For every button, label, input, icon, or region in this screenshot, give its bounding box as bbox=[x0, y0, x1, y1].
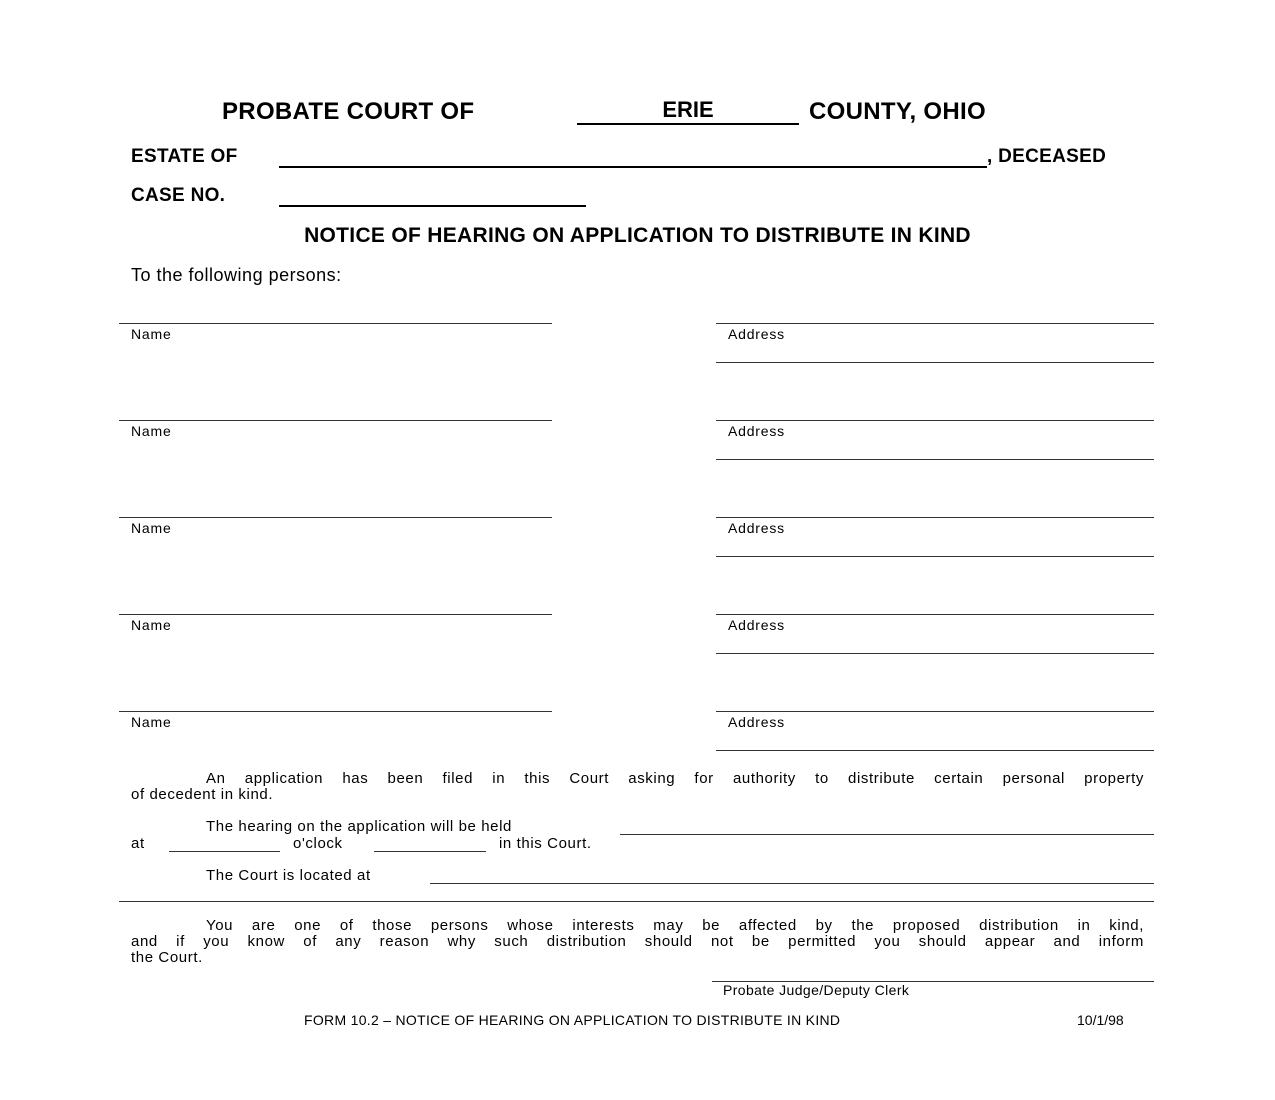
hearing-court-text: in this Court. bbox=[499, 835, 592, 852]
address-label: Address bbox=[728, 714, 785, 730]
address-line[interactable] bbox=[716, 711, 1154, 712]
interest-paragraph-line2: and if you know of any reason why such distribution should not be permitted you should appear and inform bbox=[131, 933, 1144, 950]
deceased-label: , DECEASED bbox=[987, 146, 1107, 167]
estate-field[interactable] bbox=[279, 146, 987, 168]
name-label: Name bbox=[131, 520, 172, 536]
address-line[interactable] bbox=[716, 614, 1154, 615]
court-title-prefix: PROBATE COURT OF bbox=[222, 98, 475, 125]
court-location-text: The Court is located at bbox=[206, 867, 371, 884]
name-line[interactable] bbox=[119, 517, 552, 518]
hearing-at-text: at bbox=[131, 835, 145, 852]
case-number-field[interactable] bbox=[279, 185, 586, 207]
hearing-hour-line[interactable] bbox=[169, 851, 280, 852]
address-label: Address bbox=[728, 617, 785, 633]
court-title-suffix: COUNTY, OHIO bbox=[809, 98, 986, 125]
address-line[interactable] bbox=[716, 517, 1154, 518]
name-label: Name bbox=[131, 326, 172, 342]
section-divider bbox=[119, 901, 1154, 902]
address-line-2[interactable] bbox=[716, 653, 1154, 654]
address-line[interactable] bbox=[716, 323, 1154, 324]
court-location-line[interactable] bbox=[430, 883, 1154, 884]
address-label: Address bbox=[728, 423, 785, 439]
address-label: Address bbox=[728, 520, 785, 536]
case-number-label: CASE NO. bbox=[131, 185, 226, 206]
county-value: ERIE bbox=[662, 97, 714, 122]
address-line-2[interactable] bbox=[716, 750, 1154, 751]
name-label: Name bbox=[131, 617, 172, 633]
application-paragraph-line2: of decedent in kind. bbox=[131, 786, 274, 803]
interest-paragraph-line3: the Court. bbox=[131, 949, 203, 966]
address-label: Address bbox=[728, 326, 785, 342]
address-line-2[interactable] bbox=[716, 362, 1154, 363]
interest-paragraph-line1: You are one of those persons whose interests may be affected by the proposed distribution in kind, bbox=[206, 917, 1144, 934]
hearing-date-line[interactable] bbox=[620, 834, 1154, 835]
name-label: Name bbox=[131, 423, 172, 439]
form-identifier: FORM 10.2 – NOTICE OF HEARING ON APPLICATION TO DISTRIBUTE IN KIND bbox=[304, 1012, 841, 1028]
name-line[interactable] bbox=[119, 420, 552, 421]
name-line[interactable] bbox=[119, 711, 552, 712]
hearing-held-text: The hearing on the application will be held bbox=[206, 818, 512, 835]
address-line-2[interactable] bbox=[716, 556, 1154, 557]
name-line[interactable] bbox=[119, 614, 552, 615]
hearing-ampm-line[interactable] bbox=[374, 851, 486, 852]
estate-label: ESTATE OF bbox=[131, 146, 238, 167]
form-title: NOTICE OF HEARING ON APPLICATION TO DISTRIBUTE IN KIND bbox=[304, 224, 971, 247]
intro-text: To the following persons: bbox=[131, 265, 342, 285]
address-line-2[interactable] bbox=[716, 459, 1154, 460]
signature-label: Probate Judge/Deputy Clerk bbox=[723, 982, 910, 998]
address-line[interactable] bbox=[716, 420, 1154, 421]
form-date: 10/1/98 bbox=[1077, 1012, 1124, 1028]
hearing-oclock-text: o'clock bbox=[293, 835, 343, 852]
name-label: Name bbox=[131, 714, 172, 730]
name-line[interactable] bbox=[119, 323, 552, 324]
application-paragraph-line1: An application has been filed in this Court asking for authority to distribute certain personal property bbox=[206, 770, 1144, 787]
